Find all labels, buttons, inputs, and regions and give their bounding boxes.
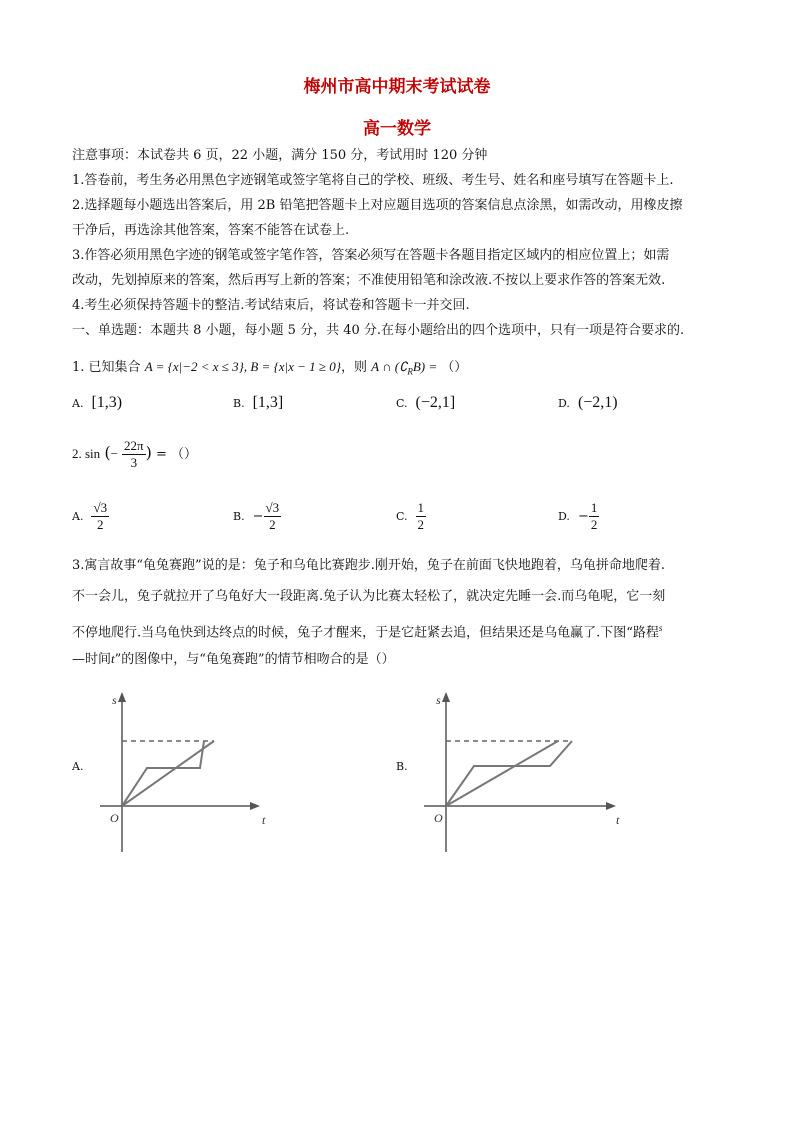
question-1-mid: ，则	[341, 360, 368, 375]
instructions-item-2-line-2: 干净后，再选涂其他答案，答案不能答在试卷上.	[72, 223, 350, 238]
question-3-line-2: 不一会儿，兔子就拉开了乌龟好大一段距离.兔子认为比赛太轻松了，就决定先睡一会.而乌龟呢，它一刻	[72, 589, 666, 604]
question-3-line-1: 3.寓言故事“龟兔赛跑”说的是：兔子和乌龟比赛跑步.刚开始，兔子在前面飞快地跑着，乌龟拼命地爬着.	[72, 558, 665, 573]
instructions-item-4: 4.考生必须保持答题卡的整洁.考试结束后，将试卷和答题卡一并交回.	[72, 298, 470, 313]
question-2-option-b: B. − $\frac{√3}{2}$	[233, 500, 280, 532]
graph-b-tortoise-path	[446, 741, 558, 806]
graph-a-origin-label: O	[110, 811, 119, 825]
question-1-option-b: B. [1,3]	[233, 394, 284, 411]
graph-b-x-arrow	[606, 802, 616, 810]
question-3-line-4: —时间t”的图像中，与“龟兔赛跑”的情节相吻合的是（）	[72, 651, 395, 667]
exam-title: 梅州市高中期末考试试卷	[303, 77, 491, 97]
instructions-item-2-line-1: 2.选择题每小题选出答案后，用 2B 铅笔把答题卡上对应题目选项的答案信息点涂黑，如需改动，用橡皮擦	[72, 198, 683, 213]
instructions-item-3-line-2: 改动，先划掉原来的答案，然后再写上新的答案；不准使用铅笔和涂改液.不按以上要求作答的答案无效.	[72, 273, 666, 288]
graph-b-origin-label: O	[434, 811, 443, 825]
instructions-item-3-line-1: 3.作答必须用黑色字迹的钢笔或签字笔作答，答案必须写在答题卡各题目指定区域内的相应位置上；如需	[72, 248, 670, 263]
question-2-option-c: C. $\frac{1}{2}$	[396, 500, 425, 532]
graph-b-y-axis-label: s	[436, 693, 441, 707]
question-1-option-a: A. [1,3)	[72, 394, 123, 411]
question-2-option-a: A. $\frac{√3}{2}$	[72, 500, 108, 532]
section-heading: 一、单选题：本题共 8 小题，每小题 5 分，共 40 分.在每小题给出的四个选项中，只有一项是符合要求的.	[72, 323, 685, 338]
graph-a	[92, 686, 292, 856]
graph-a-y-axis-label: s	[112, 693, 117, 707]
graph-b	[416, 686, 626, 856]
graph-a-label: A.	[72, 760, 84, 773]
graph-b-y-arrow	[442, 692, 450, 702]
question-2-option-d: D. − $\frac{1}{2}$	[558, 500, 598, 532]
question-2-fraction: $\frac{22\pi}{3}$	[124, 438, 144, 470]
question-1-prefix: 1. 已知集合	[72, 360, 141, 375]
question-3-line-3: 不停地爬行.当乌龟快到达终点的时候，兔子才醒来，于是它赶紧去追，但结果还是乌龟赢了.下图“路程$^s$	[72, 623, 663, 641]
graph-b-label: B.	[396, 760, 408, 773]
question-1-option-c: C. (−2,1]	[396, 394, 456, 411]
intersection-expression: A ∩ $(∁_RB)$ =	[371, 359, 438, 377]
graph-a-x-axis-label: t	[262, 813, 266, 827]
instructions-item-1: 1.答卷前，考生务必用黑色字迹钢笔或签字笔将自己的学校、班级、考生号、姓名和座号填写在答题卡上.	[72, 173, 674, 188]
question-1	[72, 358, 467, 381]
question-1-answer-blank: （）	[441, 360, 468, 375]
graph-a-y-arrow	[118, 692, 126, 702]
set-a-expression: A = {x|−2 < x ≤ 3}	[144, 359, 244, 374]
instructions-note: 注意事项：本试卷共 6 页，22 小题，满分 150 分，考试用时 120 分钟	[72, 148, 488, 163]
set-b-expression: , B = {x|x − 1 ≥ 0}	[243, 359, 341, 374]
question-2-answer-blank: = （）	[156, 447, 198, 462]
question-2-prefix: 2. sin	[72, 446, 101, 461]
question-2: 2. sin (− $\frac{22\pi}{3}$ ) = （）	[72, 438, 198, 470]
graph-b-x-axis-label: t	[616, 813, 620, 827]
graph-a-x-arrow	[250, 802, 260, 810]
question-1-option-d: D. (−2,1)	[558, 394, 618, 411]
exam-subtitle: 高一数学	[363, 119, 431, 139]
graph-b-hare-path	[446, 741, 572, 806]
graph-a-tortoise-path	[122, 741, 214, 806]
